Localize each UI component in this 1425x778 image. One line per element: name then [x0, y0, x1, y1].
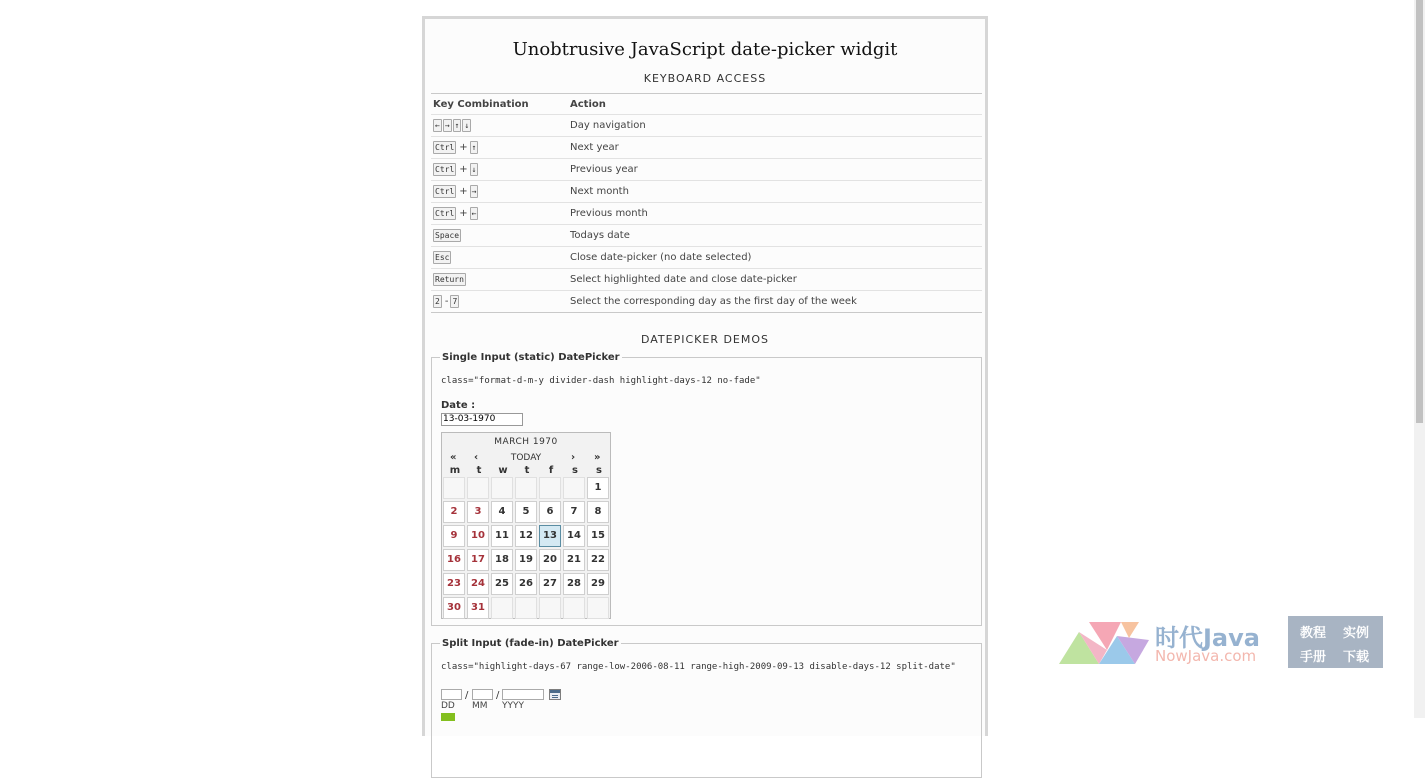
today-button[interactable]: TODAY: [510, 453, 542, 463]
watermark-box-text: 实例: [1343, 626, 1370, 641]
empty-day-cell: [587, 597, 609, 619]
empty-day-cell: [539, 477, 561, 499]
day-cell-7[interactable]: 7: [563, 501, 585, 523]
day-cell-17[interactable]: 17: [467, 549, 489, 571]
page-title: Unobtrusive JavaScript date-picker widgit: [512, 39, 898, 60]
watermark-box-text: 下载: [1343, 650, 1370, 665]
key-two: 2: [435, 297, 440, 306]
key-cell: [431, 247, 568, 269]
key-cell: [431, 181, 568, 203]
day-cell-15[interactable]: 15: [587, 525, 609, 547]
day-cell-25[interactable]: 25: [491, 573, 513, 595]
empty-day-cell: [563, 597, 585, 619]
plus-sign: +: [459, 164, 468, 175]
empty-day-cell: [563, 477, 585, 499]
day-cell-26[interactable]: 26: [515, 573, 537, 595]
demo-single-legend: Single Input (static) DatePicker: [442, 352, 620, 363]
table-header-row: [431, 94, 982, 115]
plus-sign: +: [459, 208, 468, 219]
empty-day-cell: [491, 597, 513, 619]
table-row: [431, 203, 982, 225]
next-year-button[interactable]: »: [594, 452, 601, 463]
date-label: Date :: [441, 400, 476, 411]
demo-single-input: [431, 352, 982, 626]
date-picker: [441, 432, 611, 619]
table-row: [431, 115, 982, 137]
weekday-header: t: [524, 465, 530, 476]
scrollbar-thumb[interactable]: [1416, 0, 1423, 423]
empty-day-cell: [539, 597, 561, 619]
watermark-box: [1288, 616, 1383, 668]
day-cell-6[interactable]: 6: [539, 501, 561, 523]
key-esc: Esc: [435, 253, 450, 262]
day-cell-12[interactable]: 12: [515, 525, 537, 547]
day-cell-24[interactable]: 24: [467, 573, 489, 595]
watermark-box-text: 手册: [1300, 650, 1327, 665]
dd-format-label: DD: [441, 701, 455, 711]
action-cell: Previous year: [568, 159, 982, 181]
weekday-header: m: [449, 465, 461, 476]
mm-format-label: MM: [472, 701, 488, 711]
action-cell: Select the corresponding day as the first day of the week: [568, 291, 982, 313]
empty-day-cell: [515, 597, 537, 619]
weekday-header: f: [548, 465, 554, 476]
day-cell-8[interactable]: 8: [587, 501, 609, 523]
demo-split-input: [431, 638, 982, 778]
key-cell: [431, 137, 568, 159]
watermark-main-text: 时代Java: [1155, 624, 1260, 652]
nowjava-watermark: [1059, 616, 1389, 668]
day-cell-22[interactable]: 22: [587, 549, 609, 571]
empty-day-cell: [491, 477, 513, 499]
next-month-button[interactable]: ›: [571, 452, 576, 463]
col-action: Action: [568, 94, 982, 115]
empty-day-cell: [467, 477, 489, 499]
day-cell-27[interactable]: 27: [539, 573, 561, 595]
key-down: ↓: [471, 165, 477, 174]
key-seven: 7: [452, 297, 458, 306]
prev-year-button[interactable]: «: [450, 452, 457, 463]
key-left: ←: [435, 121, 440, 130]
key-cell: [431, 115, 568, 137]
weekday-header: t: [476, 465, 482, 476]
keyboard-access-heading: KEYBOARD ACCESS: [643, 72, 767, 85]
table-row: [431, 269, 982, 291]
table-row: [431, 291, 982, 313]
table-row: [431, 181, 982, 203]
day-cell-5[interactable]: 5: [515, 501, 537, 523]
day-cell-18[interactable]: 18: [491, 549, 513, 571]
day-cell-3[interactable]: 3: [467, 501, 489, 523]
slash-separator: /: [465, 690, 469, 701]
day-cell-19[interactable]: 19: [515, 549, 537, 571]
key-right: →: [444, 121, 450, 130]
action-cell: Next month: [568, 181, 982, 203]
calendar-icon[interactable]: [549, 689, 561, 700]
action-cell: Close date-picker (no date selected): [568, 247, 982, 269]
col-key-combination: Key Combination: [431, 94, 568, 115]
green-status-icon: [441, 713, 455, 721]
watermark-box-text: 教程: [1300, 626, 1327, 641]
yyyy-format-label: YYYY: [502, 701, 524, 711]
range-dash: -: [444, 296, 449, 307]
day-cell-11[interactable]: 11: [491, 525, 513, 547]
key-ctrl: Ctrl: [435, 209, 455, 218]
day-cell-13[interactable]: 13: [539, 525, 561, 547]
table-row: [431, 137, 982, 159]
day-cell-16[interactable]: 16: [443, 549, 465, 571]
key-cell: [431, 203, 568, 225]
weekday-header: s: [572, 465, 578, 476]
empty-day-cell: [443, 477, 465, 499]
key-cell: [431, 159, 568, 181]
year-input[interactable]: [502, 689, 544, 700]
action-cell: Previous month: [568, 203, 982, 225]
day-cell-9[interactable]: 9: [443, 525, 465, 547]
day-cell-23[interactable]: 23: [443, 573, 465, 595]
table-row: [431, 247, 982, 269]
key-cell: [431, 269, 568, 291]
key-cell: [431, 225, 568, 247]
plus-sign: +: [459, 142, 468, 153]
vertical-scrollbar[interactable]: [1414, 0, 1425, 718]
key-space: Space: [435, 231, 460, 240]
key-cell: [431, 291, 568, 313]
empty-day-cell: [515, 477, 537, 499]
day-cell-31[interactable]: 31: [467, 597, 489, 619]
key-return: Return: [435, 275, 464, 284]
triangle-logo-icon: [1059, 620, 1151, 666]
key-ctrl: Ctrl: [435, 143, 455, 152]
key-up: ↑: [454, 121, 460, 130]
dp-month-title: MARCH 1970: [494, 437, 558, 447]
demos-heading: DATEPICKER DEMOS: [640, 333, 770, 346]
key-up: ↑: [471, 143, 477, 152]
day-cell-28[interactable]: 28: [563, 573, 585, 595]
watermark-sub-text: NowJava.com: [1155, 647, 1257, 665]
day-cell-2[interactable]: 2: [443, 501, 465, 523]
action-cell: Todays date: [568, 225, 982, 247]
date-input[interactable]: 13-03-1970: [441, 413, 523, 426]
day-input[interactable]: [441, 689, 462, 700]
key-ctrl: Ctrl: [435, 165, 455, 174]
month-input[interactable]: [472, 689, 493, 700]
day-cell-1[interactable]: 1: [587, 477, 609, 499]
table-row: [431, 159, 982, 181]
page-container: [422, 16, 988, 736]
day-cell-10[interactable]: 10: [467, 525, 489, 547]
day-cell-21[interactable]: 21: [563, 549, 585, 571]
key-ctrl: Ctrl: [435, 187, 455, 196]
demo-single-code: class="format-d-m-y divider-dash highlight-days-12 no-fade": [441, 376, 761, 386]
key-left: ←: [471, 209, 477, 218]
demo-split-code: class="highlight-days-67 range-low-2006-08-11 range-high-2009-09-13 disable-days-12 split-date": [441, 662, 956, 672]
action-cell: Next year: [568, 137, 982, 159]
table-row: [431, 225, 982, 247]
day-cell-4[interactable]: 4: [491, 501, 513, 523]
plus-sign: +: [459, 186, 468, 197]
demo-split-legend: Split Input (fade-in) DatePicker: [442, 638, 619, 649]
weekday-header: s: [596, 465, 602, 476]
action-cell: Day navigation: [568, 115, 982, 137]
day-cell-29[interactable]: 29: [587, 573, 609, 595]
action-cell: Select highlighted date and close date-picker: [568, 269, 982, 291]
slash-separator: /: [496, 690, 500, 701]
day-cell-14[interactable]: 14: [563, 525, 585, 547]
day-cell-20[interactable]: 20: [539, 549, 561, 571]
day-cell-30[interactable]: 30: [443, 597, 465, 619]
key-down: ↓: [464, 121, 470, 130]
key-right: →: [471, 187, 477, 196]
prev-month-button[interactable]: ‹: [474, 452, 479, 463]
keyboard-table: [431, 93, 982, 313]
weekday-header: w: [498, 465, 508, 476]
